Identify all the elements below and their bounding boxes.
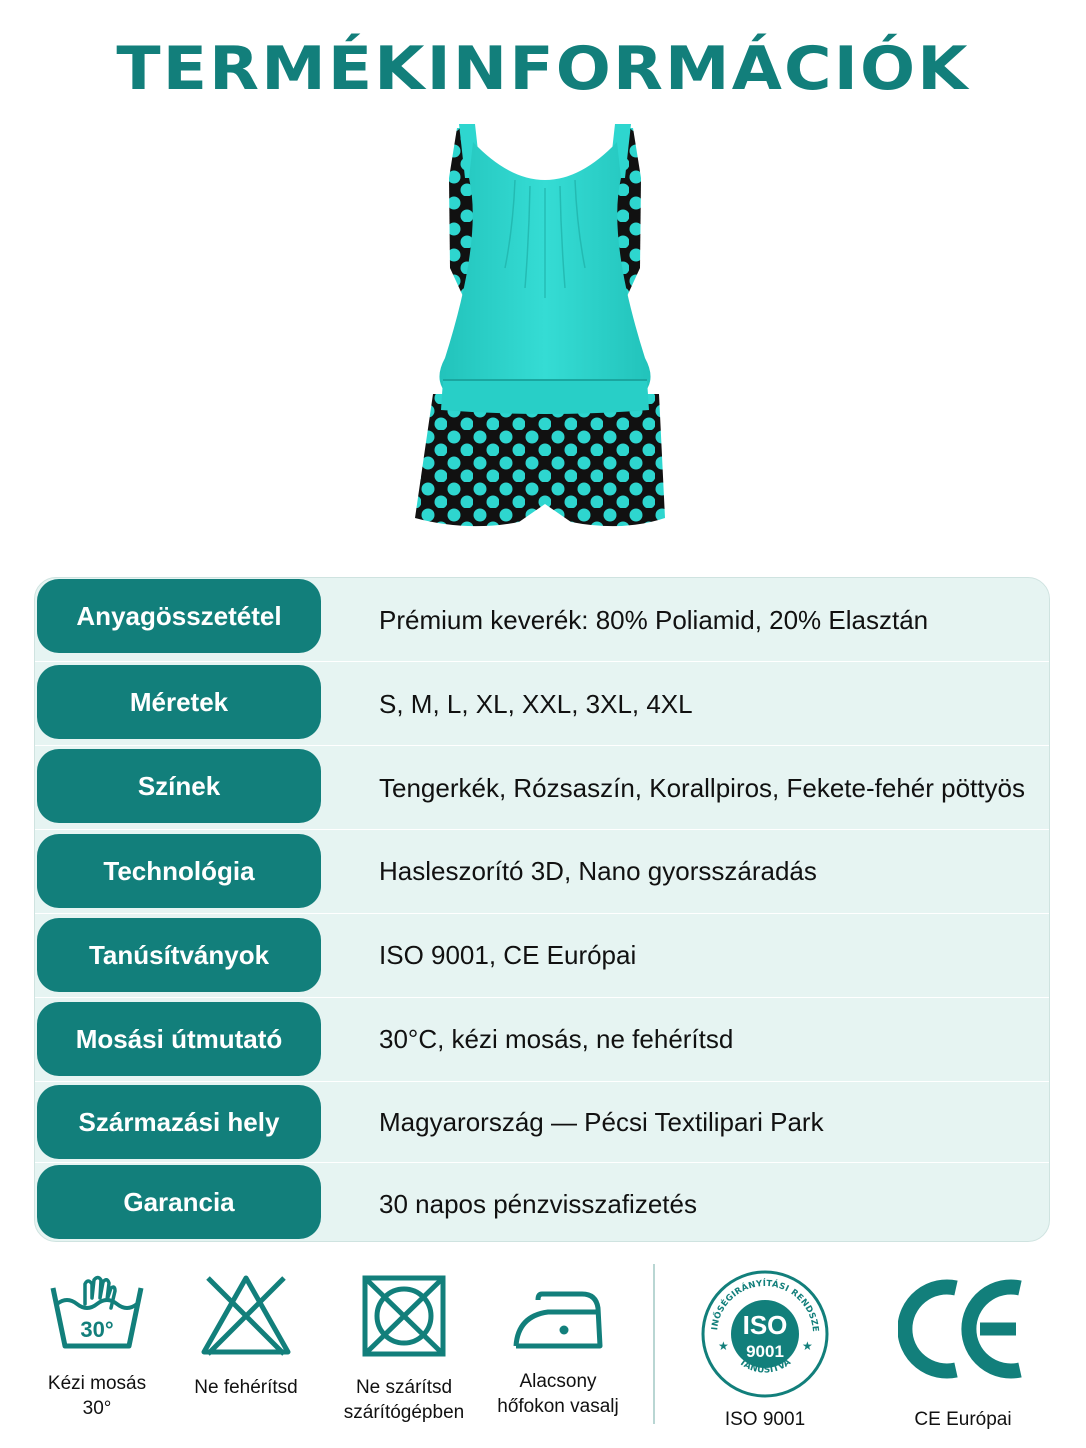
spec-value: Prémium keverék: 80% Poliamid, 20% Elasztán (379, 604, 929, 635)
svg-text:★: ★ (718, 1339, 729, 1353)
iso-ring-top: INŐSÉGIRÁNYÍTÁSI RENDSZE (710, 1278, 821, 1333)
care-caption: 30° (82, 1398, 112, 1419)
care-caption: Ne szárítsd (355, 1377, 453, 1398)
care-caption: szárítógépben (343, 1402, 465, 1423)
spec-value: 30 napos pénzvisszafizetés (379, 1188, 697, 1219)
svg-text:★: ★ (802, 1339, 813, 1353)
ce-badge (888, 1274, 1038, 1432)
care-item-hand-wash (28, 1274, 166, 1421)
iso-ring-bottom: TANÚSÍTVA (737, 1357, 793, 1376)
spec-row (35, 746, 1049, 830)
iso-center-bottom: 9001 (746, 1342, 784, 1361)
iso-center-top: ISO (742, 1310, 788, 1340)
spec-label: Mosási útmutató (37, 1002, 321, 1076)
ce-mark-icon (898, 1274, 1028, 1384)
spec-table (34, 577, 1050, 1242)
no-tumble-dry-icon (359, 1272, 449, 1360)
spec-label: Tanúsítványok (37, 918, 321, 992)
care-caption: Alacsony (519, 1371, 597, 1392)
spec-row (35, 914, 1049, 998)
care-caption: Ne fehérítsd (194, 1377, 298, 1398)
spec-label: Méretek (37, 665, 321, 739)
spec-value: Hasleszorító 3D, Nano gyorsszáradás (379, 855, 817, 886)
care-item-low-iron (488, 1288, 628, 1419)
spec-label: Származási hely (37, 1085, 321, 1159)
spec-value: S, M, L, XL, XXL, 3XL, 4XL (379, 688, 693, 719)
wash-temp-label: 30° (80, 1317, 114, 1342)
spec-row (35, 578, 1049, 662)
iso-seal-icon (695, 1268, 835, 1398)
spec-row (35, 998, 1049, 1082)
spec-row (35, 662, 1049, 746)
spec-value: 30°C, kézi mosás, ne fehérítsd (379, 1023, 734, 1054)
care-item-no-tumble-dry (334, 1272, 474, 1425)
spec-row (35, 1163, 1049, 1241)
page-title: TERMÉKINFORMÁCIÓK (116, 34, 970, 104)
care-icons-section (0, 1258, 1086, 1448)
low-iron-icon (508, 1288, 608, 1354)
care-caption: Kézi mosás (47, 1373, 147, 1394)
care-caption: hőfokon vasalj (497, 1396, 619, 1417)
care-item-no-bleach (176, 1272, 316, 1400)
badge-caption: CE Európai (914, 1409, 1012, 1430)
section-divider (653, 1264, 655, 1424)
spec-label: Technológia (37, 834, 321, 908)
spec-value: ISO 9001, CE Európai (379, 939, 637, 970)
spec-row (35, 1082, 1049, 1163)
iso-badge (690, 1268, 840, 1432)
badge-caption: ISO 9001 (724, 1409, 806, 1430)
spec-value: Tengerkék, Rózsaszín, Korallpiros, Fekete-fehér pöttyös (379, 772, 1025, 803)
spec-label: Színek (37, 749, 321, 823)
no-bleach-icon (200, 1272, 292, 1358)
spec-label: Garancia (37, 1165, 321, 1239)
spec-row (35, 830, 1049, 914)
hand-wash-icon (47, 1274, 147, 1354)
spec-value: Magyarország — Pécsi Textilipari Park (379, 1106, 824, 1137)
swimsuit-image (395, 118, 695, 558)
spec-label: Anyagösszetétel (37, 579, 321, 653)
